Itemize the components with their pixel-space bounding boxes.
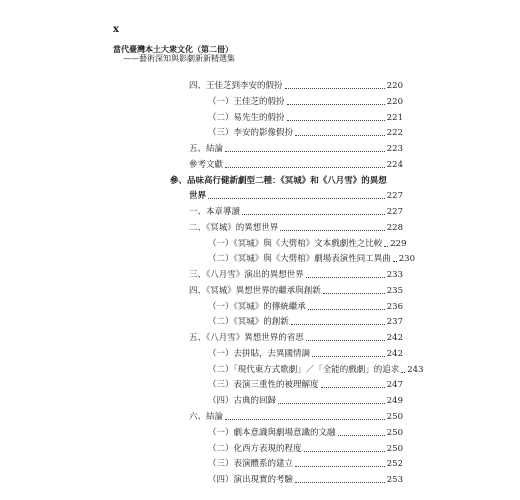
toc-entry: （四）古典的回歸 249 [208,396,403,407]
toc-entry: （四）演出現實的考驗 253 [208,475,403,485]
toc-entry: （二）易先生的假扮 221 [208,112,403,123]
toc-entry: 五、《八月雪》異想世界的省思 242 [189,333,403,344]
toc-entry: 二、《冥城》的異想世界 228 [189,222,403,233]
toc-chapter-heading: 參、品味高行健新劇型二種：《冥城》和《八月雪》的異想 [170,175,387,186]
toc-entry: （一）《冥城》的傳統繼承 236 [208,301,403,312]
toc-entry: （一）《冥城》與《大劈棺》文本戲劇性之比較 229 [208,238,407,249]
toc-entry: （三）表演體系的建立 252 [208,459,403,470]
toc-entry: 一、本章導讀 227 [189,207,403,218]
toc-entry: （三）李安的影像假扮 222 [208,128,403,139]
toc-entry: （二）「現代東方式歌劇」／「全能的戲劇」的追求 243 [208,364,424,375]
running-header [113,44,235,64]
book-title: 當代臺灣本土大衆文化（第二冊） [113,44,233,54]
toc-entry: 六、結論 250 [189,412,403,422]
page-number: x [113,24,119,35]
toc-entry: （一）王佳芝的假扮 220 [208,96,403,107]
toc-entry: （三）表演三重性的被理解度 247 [208,380,403,391]
toc-entry: 世界 227 [189,191,403,202]
toc-entry: 三、《八月雪》演出的異想世界 233 [189,270,403,281]
toc-entry: 四、《冥城》異想世界的繼承與創新 235 [189,285,403,296]
toc-entry: （二）《冥城》的創新 237 [208,317,403,328]
book-subtitle: ——藝術深知與影劇新新精選集 [123,54,235,63]
toc-entry: （二）《冥城》與《大劈棺》劇場表演性同工異曲 230 [208,254,415,265]
toc-entry: （二）化西方表現的程度 250 [208,443,403,454]
toc-entry: 參考文獻 224 [189,159,403,170]
toc-entry: 五、結論 223 [189,144,403,154]
toc-entry: 四、王佳芝到李安的假扮 220 [189,81,403,91]
toc-entry: （一）劇本意識與劇場意識的文融 250 [208,427,403,438]
toc-entry: （一）去拼貼，去異國情調 242 [208,348,403,359]
